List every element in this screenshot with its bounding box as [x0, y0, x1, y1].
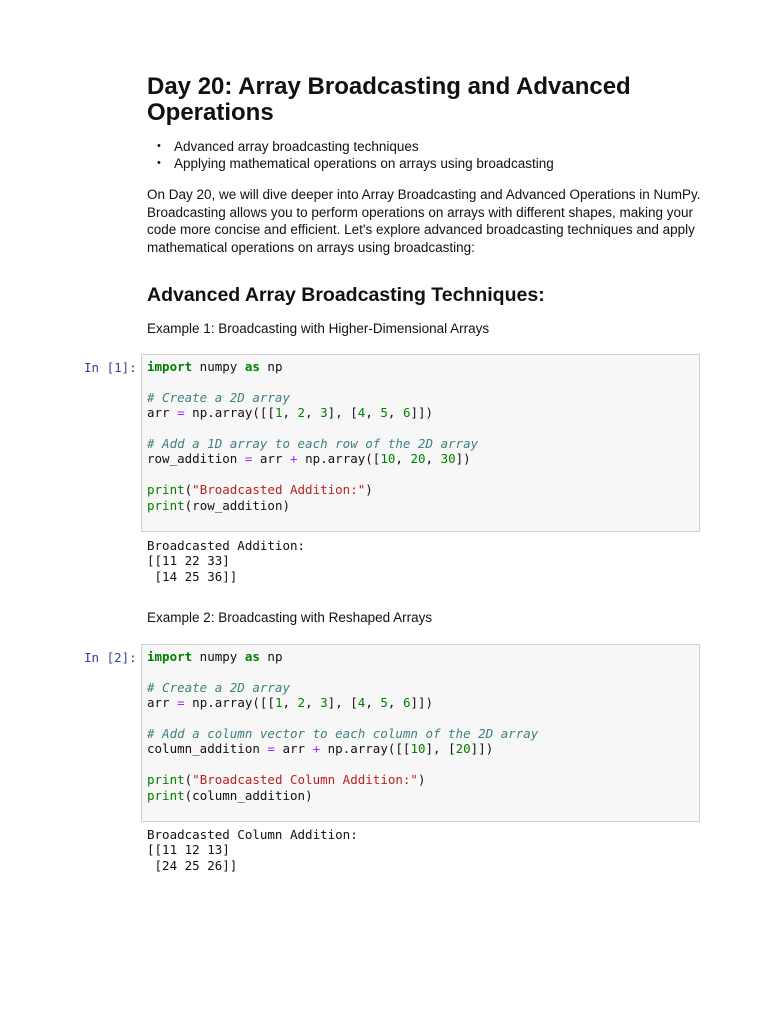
code-cell-2-source	[147, 649, 538, 803]
code-comment: # Add a column vector to each column of the 2D array	[147, 725, 539, 741]
code-line: arr = np.array([[1, 2, 3], [4, 5, 6]])	[147, 695, 434, 711]
code-line: print("Broadcasted Addition:")	[147, 482, 373, 498]
code-line: print(row_addition)	[147, 497, 291, 513]
page-title: Day 20: Array Broadcasting and Advanced Operations	[147, 73, 631, 126]
code-line: arr = np.array([[1, 2, 3], [4, 5, 6]])	[147, 405, 434, 421]
cell-1-output: Broadcasted Addition: [[11 22 33] [14 25 36]]	[147, 538, 306, 584]
code-comment: # Create a 2D array	[147, 389, 290, 405]
cell-2-prompt: In [2]:	[84, 650, 137, 665]
cell-2-output: Broadcasted Column Addition: [[11 12 13] [24 25 26]]	[147, 827, 358, 873]
topic-list	[155, 138, 554, 172]
code-line: row_addition = arr + np.array([10, 20, 30])	[147, 451, 471, 467]
code-comment: # Create a 2D array	[147, 679, 290, 695]
section-heading: Advanced Array Broadcasting Techniques:	[147, 284, 545, 306]
code-line: print("Broadcasted Column Addition:")	[147, 772, 426, 788]
code-line: import numpy as np	[147, 359, 283, 374]
code-line: column_addition = arr + np.array([[10], [20]])	[147, 741, 494, 757]
code-comment: # Add a 1D array to each row of the 2D array	[147, 435, 479, 451]
intro-paragraph: On Day 20, we will dive deeper into Array Broadcasting and Advanced Operations in NumPy. Broadcasting allows you to perform operations on arrays with different shapes, making your code more concise and efficient. Let's explore advanced broadcasting techniques and apply mathematical operations on arrays using broadcasting:	[147, 187, 701, 255]
list-item: • Advanced array broadcasting techniques	[155, 138, 554, 155]
list-item: • Applying mathematical operations on arrays using broadcasting	[155, 155, 554, 172]
example-2-label: Example 2: Broadcasting with Reshaped Arrays	[147, 610, 433, 625]
code-cell-1-source	[147, 359, 478, 513]
code-line: print(column_addition)	[147, 787, 313, 803]
example-1-label: Example 1: Broadcasting with Higher-Dimensional Arrays	[147, 321, 490, 336]
code-line: import numpy as np	[147, 649, 283, 664]
cell-1-prompt: In [1]:	[84, 360, 137, 375]
